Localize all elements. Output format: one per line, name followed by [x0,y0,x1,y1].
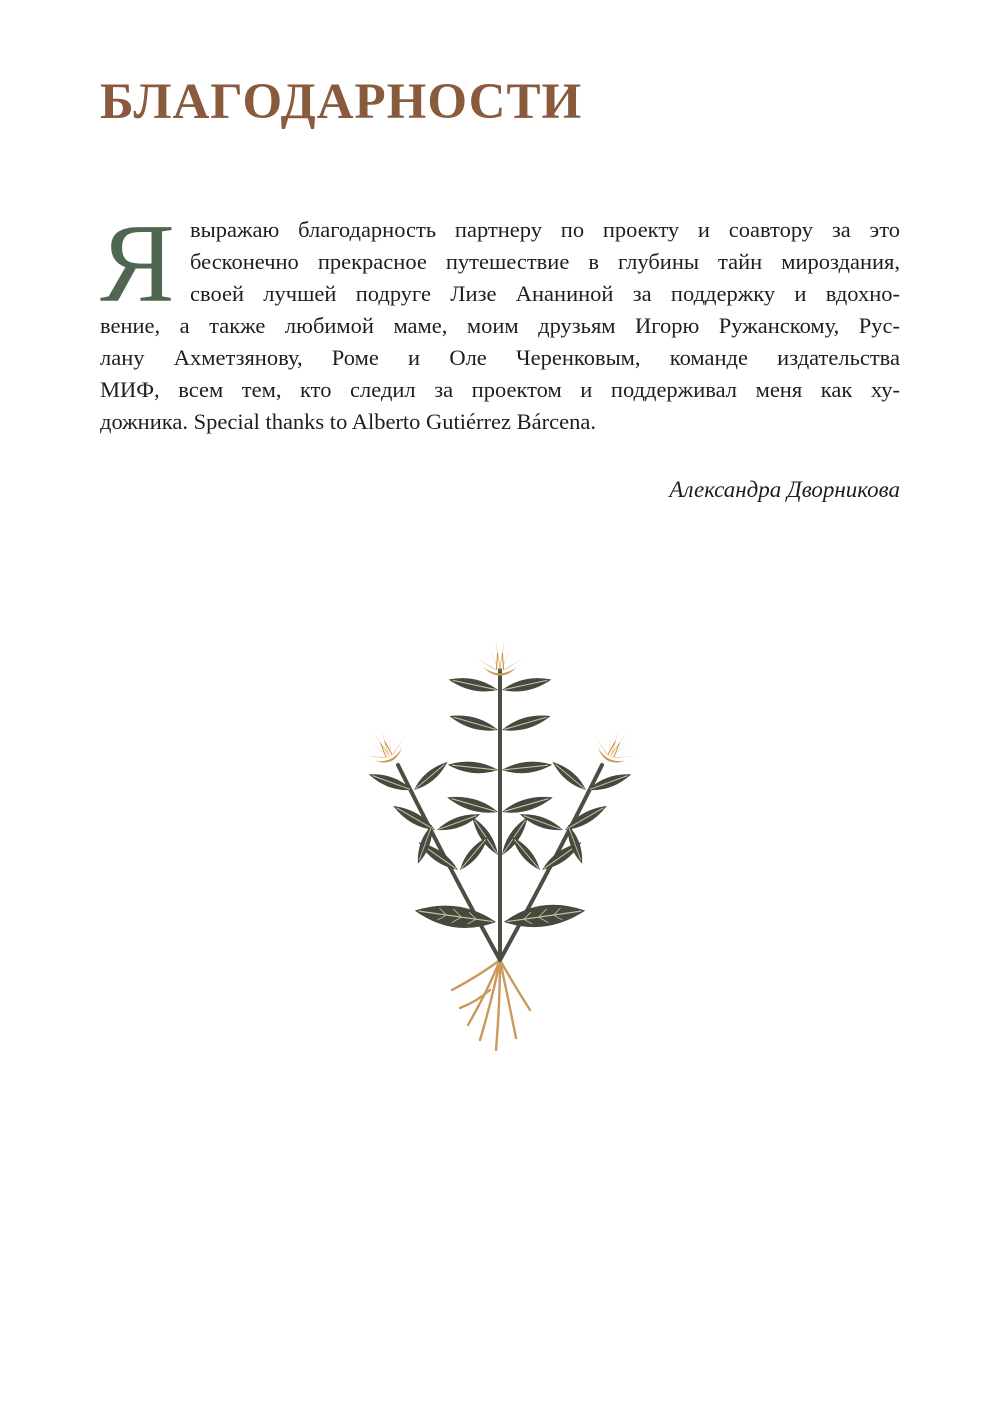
page-title: БЛАГОДАРНОСТИ [100,74,583,130]
paragraph-line: дожника. Special thanks to Alberto Gutiérrez Bárcena. [100,409,596,434]
acknowledgements-paragraph [100,202,900,444]
roots [452,960,530,1050]
author-signature: Александра Дворникова [669,477,900,502]
paragraph-line: вение, а также любимой маме, моим друзьям Игорю Ружанскому, Рус- [100,313,900,338]
paragraph-line: лану Ахметзянову, Роме и Оле Черенковым, команде издательства [100,345,900,370]
paragraph-line: МИФ, всем тем, кто следил за проектом и поддерживал меня как ху- [100,377,900,402]
paragraph-line: бесконечно прекрасное путешествие в глубины тайн мироздания, [190,249,900,274]
paragraph-line: своей лучшей подруге Лизе Ананиной за поддержку и вдохно- [190,281,900,306]
drop-cap: Я [100,202,175,326]
paragraph-line: выражаю благодарность партнеру по проекту и соавтору за это [190,217,900,242]
botanical-plant-illustration-icon [340,630,660,1060]
